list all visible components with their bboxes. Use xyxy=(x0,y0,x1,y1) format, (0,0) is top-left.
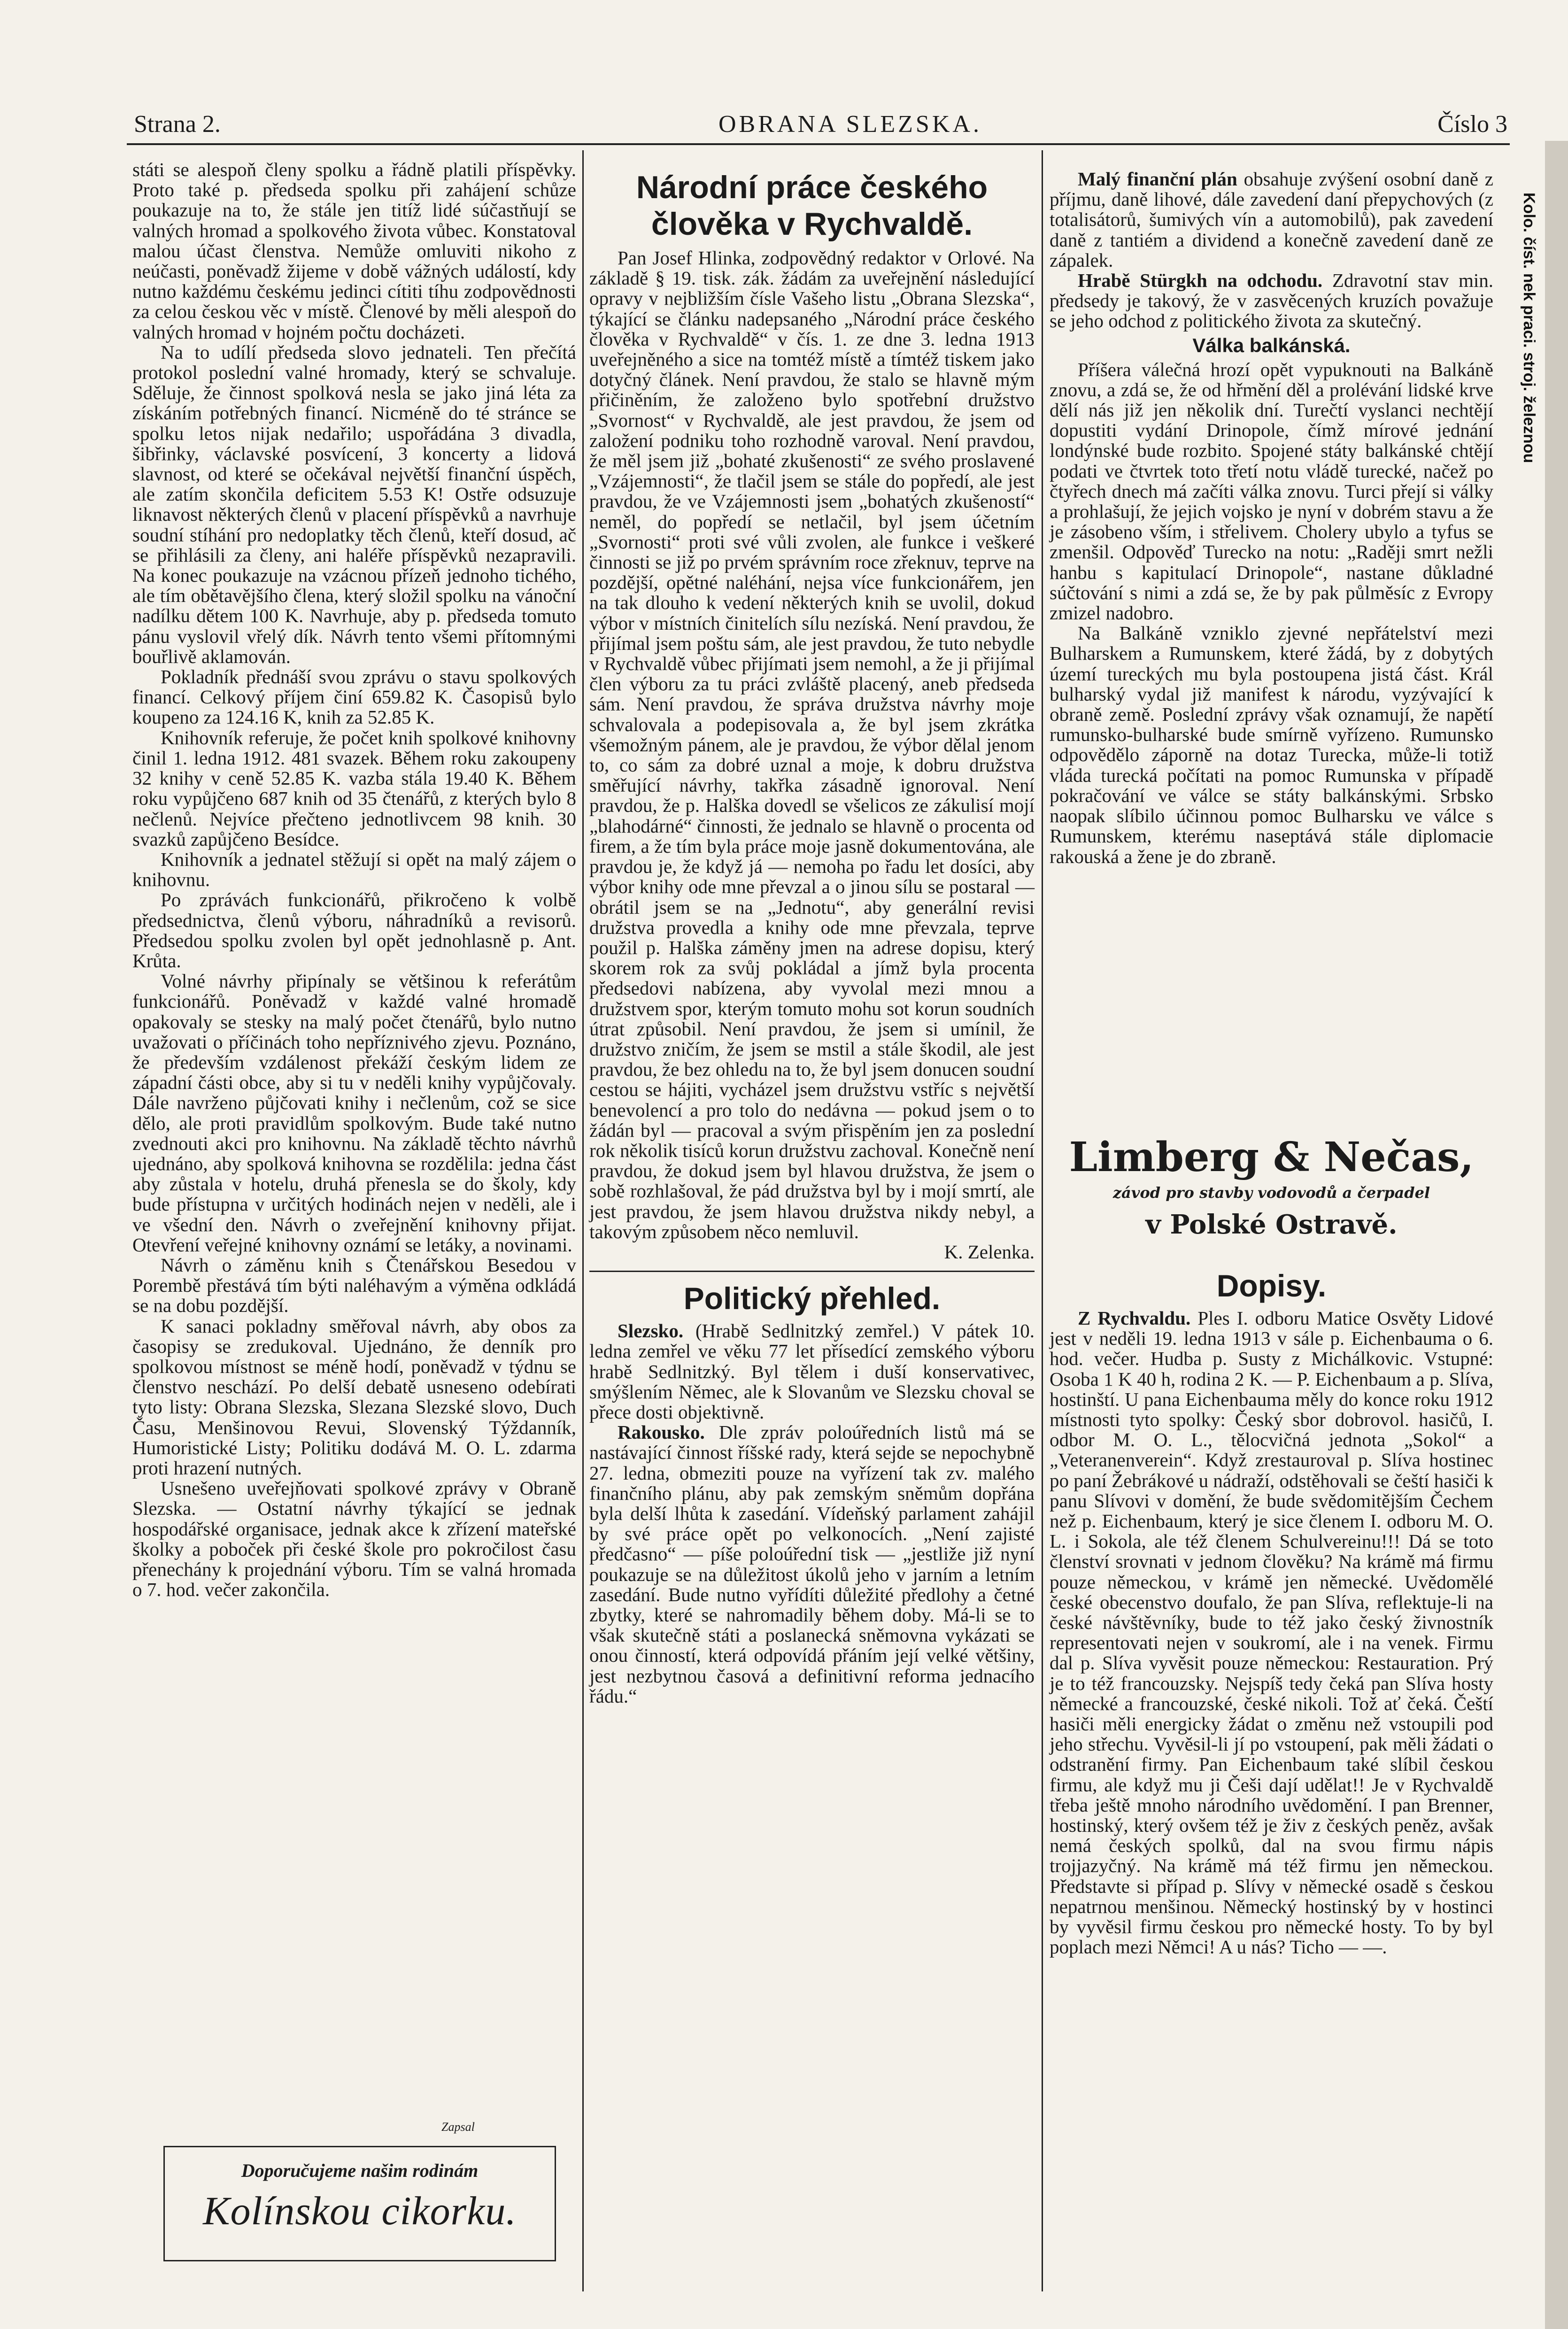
section-title-politics: Politický přehled. xyxy=(683,1281,941,1316)
header-rule xyxy=(127,143,1510,145)
article-paragraph: Na Balkáně vzniklo zjevné nepřátelství mezi Bulharskem a Rumunskem, které žádá, by z dobytých území tureckých mu byla postoupena jistá část. Král bulharský vydal již manifest k národu, vyzývající k obraně země. Poslední zprávy však oznamují, že napětí rumunsko-bulharské bude smírně vyřízeno. Rumunsko odpovědělo záporně na dotaz Turecka, může-li totiž vláda turecká počítati na pomoc Rumunska v případě pokračování ve válce se státy balkánskými. Srbsko naopak slíbilo účinnou pomoc Bulharsku ve válce s Rumunskem, kterému naseptává stále diplomacie rakouská a žene je do zbraně. xyxy=(1050,622,1493,867)
article-paragraph: Příšera válečná hrozí opět vypuknouti na Balkáně znovu, a zdá se, že od hřmění děl a prolévání lidské krve dělí nás již jen několik dní. Turečtí vyslanci nechtějí dopustiti vydání Drinopole, čímž mírové jednání londýnské bude rozbito. Spojené státy balkánské chtějí podati ve čtvrtek toto třetí notu vládě turecké, načež po čtyřech dnech má začíti válka znovu. Turci přejí si války a prohlašují, že jejich vojsko je nyní v dobrém stavu a že je zásobeno vším, i střelivem. Cholery ubylo a tyfus se zmenšil. Odpověď Turecko na notu: „Raději smrt nežli hanbu s kapitulací Drinopole“, nastane důkladné súčtování s nimi a zdá se, že by pak půlměsíc z Evropy zmizel nadobro. xyxy=(1050,358,1493,624)
ad-company-desc: závod pro stavby vodovodů a čerpadel xyxy=(1112,1184,1430,1202)
article-paragraph: Pokladník přednáší svou zprávu o stavu spolkových financí. Celkový příjem činí 659.82 K. Časopisů bylo koupeno za 124.16 K, knih za 52.85 K. xyxy=(132,666,576,728)
ad-recommendation-line: Doporučujeme našim rodinám xyxy=(241,2160,479,2181)
article-title-rychvald: Národní práce českého člověka v Rychvaldě. xyxy=(636,170,988,242)
ad-company-city: v Polské Ostravě. xyxy=(1145,1209,1398,1240)
article-paragraph: Usnešeno uveřejňovati spolkové zprávy v Obraně Slezska. — Ostatní návrhy týkající se jednak hospodářské organisace, jednak akce k zřízení mateřské školky a poboček při české škole pro pokročilost času přenechány k projednání výboru. Tím se valná hromada o 7. hod. večer zakončila. xyxy=(132,1477,576,1601)
article-paragraph: Na to udílí předseda slovo jednateli. Ten přečítá protokol poslední valné hromady, který se schvaluje. Sděluje, že činnost spolková nesla se jako jiná léta za získáním potřebných financí. Nicméně do té stránce se spolku letos nijak nedařilo; uspořádána 3 divadla, šibřinky, václavské posvícení, 3 koncerty a lidová slavnost, od které se očekával největší finanční úspěch, ale zatím skončila deficitem 5.53 K! Ostře odsuzuje liknavost některých členů v placení příspěvků a navrhuje soudní stíhání pro nedoplatky těch členů, kteří dosud, ač se přihlásili za členy, ani haléře příspěvků nezapravili. Na konec poukazuje na vzácnou přízeň jednoho tichého, ale tím obětavějšího člena, který složil spolku na vánoční nadílku dětem 100 K. Navrhuje, aby p. předseda tomuto pánu vyslovil vřelý dík. Návrh tento všemi přítomnými bouřlivě aklamován. xyxy=(132,341,576,667)
limberg-necas-advertisement xyxy=(1052,1134,1491,1251)
page-header xyxy=(127,110,1507,143)
article-paragraph: Knihovník a jednatel stěžují si opět na malý zájem o knihovnu. xyxy=(132,848,576,891)
article-paragraph: Pan Josef Hlinka, zodpovědný redaktor v Orlové. Na základě § 19. tisk. zák. žádám za uveřejnění následující opravy v nejbližším čísle Vašeho listu „Obrana Slezska“, týkající se článku nadepsaného „Národní práce českého člověka v Rychvaldě“ v čís. 1. ze dne 3. ledna 1913 uveřejněného a sice na tomtéž místě a tímtéž tiskem jako dotyčný článek. Není pravdou, že stalo se hlavně mým přičiněním, že založeno bylo spotřební družstvo „Svornost“ v Rychvaldě, ale jest pravdou, že jsem od založení podniku toho rozhodně varoval. Není pravdou, že měl jsem již „bohaté zkušenosti“ ze svého proslavené „Vzájemnosti“, že tlačil jsem se stále do popředí, ale jest pravdou, že ve Vzájemnosti jsem „bohatých zkušeností“ neměl, do popředí se netlačil, byl jsem účetním „Svornosti“ proti své vůli zvolen, ale funkce i veškeré činnosti se již po prvém správním roce zřeknuv, teprve na pozdější, opětné naléhání, nejsa více funkcionářem, jen na tak dlouho k vedení některých knih se uvolil, dokud výbor v místních činitelích sílu nezíská. Není pravdou, že přijímal jsem poštu sám, ale jest pravdou, že tuto nebydle v Rychvaldě vůbec přijímati jsem nemohl, a že ji přijímal člen výboru za tu práci zvláště placený, aneb předseda sám. Není pravdou, že správa družstva návrhy moje schvalovala a podepisovala a, že byl jsem zkrátka všemožným pánem, ale je pravdou, že výbor dělal jenom to, co sám za dobré uznal a moje, k dobru družstva směřující návrhy, takřka zásadně ignoroval. Není pravdou, že p. Halška dovedl se všelicos ze zákulisí mojí „blahodárné“ činnosti, že jednalo se hlavně o procenta od firem, a že tím byla práce moje jasně dokumentována, ale pravdou je, že když já — nemoha po řadu let dosíci, aby výbor knihy ode mne převzal a o jinou sílu se postaral — obrátil jsem se na „Jednotu“, aby generální revisi družstva provedla a knihy ode mne převzala, teprve použil p. Halška záměny jmen na adrese dopisu, který skorem rok za svůj pokládal a jímž byla procenta předsedovi nabízena, aby vyvolal mezi mnou a družstvem spor, kterým tomuto mohu sot korun soudních útrat způsobil. Není pravdou, že jsem si umínil, že družstvo zničím, že jsem se mstil a stále škodil, ale jest pravdou, že bez ohledu na to, že byl jsem donucen soudní cestou se hájiti, vycházel jsem družstvu vstříc s největší benevolencí a pro tolo do nedávna — pokud jsem o to žádán byl — pracoval a svým přispěním jen za poslední rok několik tisíců korun družstvu zachoval. Konečně není pravdou, že dokud jsem byl hlavou družstva, že jsem o sobě rozhlašoval, že pád družstva byl by i mojí smrtí, ale jest pravdou, že jsem hlavou družstva nikdy nebyl, a takovým způsobem něco nemluvil. xyxy=(589,247,1035,1242)
column-rule-1 xyxy=(582,150,584,2291)
ad-company-name: Limberg & Nečas, xyxy=(1069,1134,1474,1181)
column-right xyxy=(1050,169,1493,867)
section-title-letters: Dopisy. xyxy=(1216,1268,1327,1303)
section-title-balkan: Válka balkánská. xyxy=(1192,334,1351,356)
article-paragraph: Návrh o záměnu knih s Čtenářskou Besedou v Porembě přestává tím býti naléhavým a výměna odkládá se na dobu pozdější. xyxy=(132,1254,576,1317)
article-signature: K. Zelenka. xyxy=(944,1241,1035,1263)
news-lead: Malý finanční plán xyxy=(1078,168,1237,190)
ad-product-line: Kolínskou cikorku. xyxy=(203,2188,517,2233)
article-paragraph: Po zprávách funkcionářů, přikročeno k volbě předsednictva, členů výboru, náhradníků a revisorů. Předsedou spolku zvolen byl opět jednohlasně p. Ant. Krůta. xyxy=(132,889,576,972)
politics-text: (Hrabě Sedlnitzký zemřel.) V pátek 10. ledna zemřel ve věku 77 let přísedící zemského výboru hrabě Sedlnitzký. Byl tělem i duší konservativec, smýšlením Němec, ale k Slovanům ve Slezsku choval se přece dosti objektivně. xyxy=(589,1320,1035,1423)
column-right-letters xyxy=(1050,1268,1493,1958)
article-paragraph: K sanaci pokladny směřoval návrh, aby obos za časopisy se zredukoval. Ujednáno, že denník pro spolkovou místnost se méně hodí, poněvadž v týdnu se členstvo neschází. Po delší debatě usneseno odebírati tyto listy: Obrana Slezska, Slezana Slezské slovo, Duch Času, Menšinovou Revui, Slovenský Týždanník, Humoristické Listy; Politiku dodává M. O. L. zdarma proti hrazení nutných. xyxy=(132,1315,576,1479)
letter-lead: Z Rychvaldu. xyxy=(1078,1307,1191,1329)
issue-number-label: Číslo 3 xyxy=(1437,111,1507,138)
article-paragraph: Volné návrhy připínaly se většinou k referátům funkcionářů. Poněvadž v každé valné hromadě opakovaly se stesky na malý počet čtenářů, bylo nutno uvažovati o příčinách toho nepříznivého zjevu. Poznáno, že především vzdálenost překáží českým lidem ze západní části obce, aby si tu v neděli knihy vypůjčovaly. Dále navrženo půjčovati knihy i nečlenům, což se sice dělo, ale proti pravidlům spolkovým. Bude také nutno zvednouti akci pro knihovnu. Na základě těchto návrhů ujednáno, aby spolková knihovna se rozdělila: jedna část aby zůstala v hotelu, druhá přenesla se do školy, kdy bude přístupna v určitých hodinách nejen v neděli, ale i ve všední den. Návrh o zveřejnění knihovny přijat. Otevření veřejné knihovny oznámí se letáky, a novinami. xyxy=(132,970,576,1256)
column-left xyxy=(132,160,576,1600)
article-paragraph: státi se alespoň členy spolku a řádně platili příspěvky. Proto také p. předseda spolku při zahájení schůze poukazuje na to, že stále jen titíž lidé súčastňují se valných hromad a spolkového života vůbec. Konstatoval malou účast členstva. Nemůže omluviti nikoho z neúčasti, poněvadž žijeme v době vážných událostí, kdy nutno každému českému jedinci cítiti tíhu zodpovědnosti za celou českou věc v místě. Členové by měli alespoň do valných hromad v hojném počtu docházeti. xyxy=(132,159,576,343)
page-number-label: Strana 2. xyxy=(134,111,221,138)
news-lead: Hrabě Stürgkh na odchodu. xyxy=(1078,270,1323,292)
handwritten-signature-mark: Zapsal xyxy=(441,2120,475,2134)
side-margin-note: Kolo. číst. nek praci. stroj. železnou xyxy=(1520,193,1538,463)
politics-lead-rakousko: Rakousko. xyxy=(618,1421,705,1443)
article-paragraph: Knihovník referuje, že počet knih spolkové knihovny činil 1. ledna 1912. 481 svazek. Během roku zakoupeny 32 knihy v ceně 52.85 K. vazba stála 19.40 K. Během roku vypůjčeno 687 knih od 35 čtenářů, z kterých bylo 8 nečlenů. Nejvíce přečteno jednotlivcem 98 knih. 30 svazků zapůjčeno Besídce. xyxy=(132,726,576,850)
page-edge-strip xyxy=(1545,141,1568,2329)
news-text: Zdravotní stav min. předsedy je takový, že v zasvěcených kruzích považuje se jeho odchod z politického života za skutečný. xyxy=(1050,270,1493,332)
politics-text: Dle zpráv poloúředních listů má se nastávající činnost říšské rady, která sejde se nepochybně 27. ledna, obmeziti pouze na vyřízení tak zv. malého finančního plánu, aby pak zemským sněmům dopřána byla delší lhůta k zasedání. Vídeňský parlament zahájil by své práce opět po velkonocích. „Není zajisté předčasno“ — píše poloúřední tisk — „jestliže již nyní poukazuje se na důležitost úkolů jeho v jarním a letním zasedání. Bude nutno vyřídíti důležité předlohy a četné zbytky, které se nahromadily během doby. Má-li se to však skutečně státi a poslanecká sněmovna vykázati se onou činností, která odpovídá přáním její velké většiny, jest nezbytnou časová a definitivní reforma jednacího řádu.“ xyxy=(589,1421,1035,1707)
column-rule-2 xyxy=(1042,150,1043,2291)
letter-text: Ples I. odboru Matice Osvěty Lidové jest v neděli 19. ledna 1913 v sále p. Eichenbauma o 6. hod. večer. Hudba p. Susty z Michálkovic. Vstupné: Osoba 1 K 40 h, rodina 2 K. — P. Eichenbaum a p. Slíva, hostinští. U pana Eichenbauma měly do konce roku 1912 místnosti tyto spolky: Český sbor dobrovol. hasičů, I. odbor M. O. L., tělocvičná jednota „Sokol“ a „Veteranenverein“. Když zrestauroval p. Slíva hostinec po paní Žebrákové u nádraží, odstěhovali se čeští hasiči k panu Slívovi v domění, že bude svědomitějším Čechem než p. Eichenbaum, který je sice členem I. odboru M. O. L. i Sokola, ale též členem Schulvereinu!!! Dá se toto členství srovnati v jednom člověku? Na krámě má firmu pouze německou, v krámě jen německé. Uvědomělé české obecenstvo doufalo, že pan Slíva, reflektuje-li na české návštěvníky, bude to též jako český živnostník representovati nejen v soukromí, ale i na venek. Firmu dal p. Slíva vyvěsit pouze německou: Restauration. Prý je to též francouzsky. Nejspíš tedy čeká pan Slíva hosty německé a francouzské, české nikoli. Tož ať čeká. Čeští hasiči měli energicky žádat o změnu než vstoupili pod jeho střechu. Vyvěsil-li jí po vstoupení, pak měli žádati o odstranění firmy. Pan Eichenbaum také slíbil českou firmu, ale když mu ji Češi dají udělat!! Je v Rychvaldě třeba ještě mnoho národního uvědomění. I pan Brenner, hostinský, který ovšem též je živ z českých peněz, avšak nemá českých spolků, dal na svou firmu nápis trojjazyčný. Na krámě má též firmu jen německou. Představte si případ p. Slívy v německé osadě s českou nepatrnou menšinou. Německý hostinský by v hostinci by vyvěsil firmu českou pro německé hosty. To by byl poplach mezi Němci! A u nás? Ticho — —. xyxy=(1050,1307,1493,1958)
news-text: obsahuje zvýšení osobní daně z příjmu, daně lihové, dále zavedení daní přepychových (z totalisátorů, šumivých vín a automobilů), pak zavedení daně z tantiém a dividend a konečně zavedení daně ze zápalek. xyxy=(1050,168,1493,271)
section-rule xyxy=(589,1271,1035,1272)
newspaper-title: OBRANA SLEZSKA. xyxy=(718,111,982,138)
politics-lead-slezsko: Slezsko. xyxy=(618,1320,684,1342)
column-middle xyxy=(589,169,1035,1706)
cikorka-advertisement xyxy=(163,2146,556,2261)
